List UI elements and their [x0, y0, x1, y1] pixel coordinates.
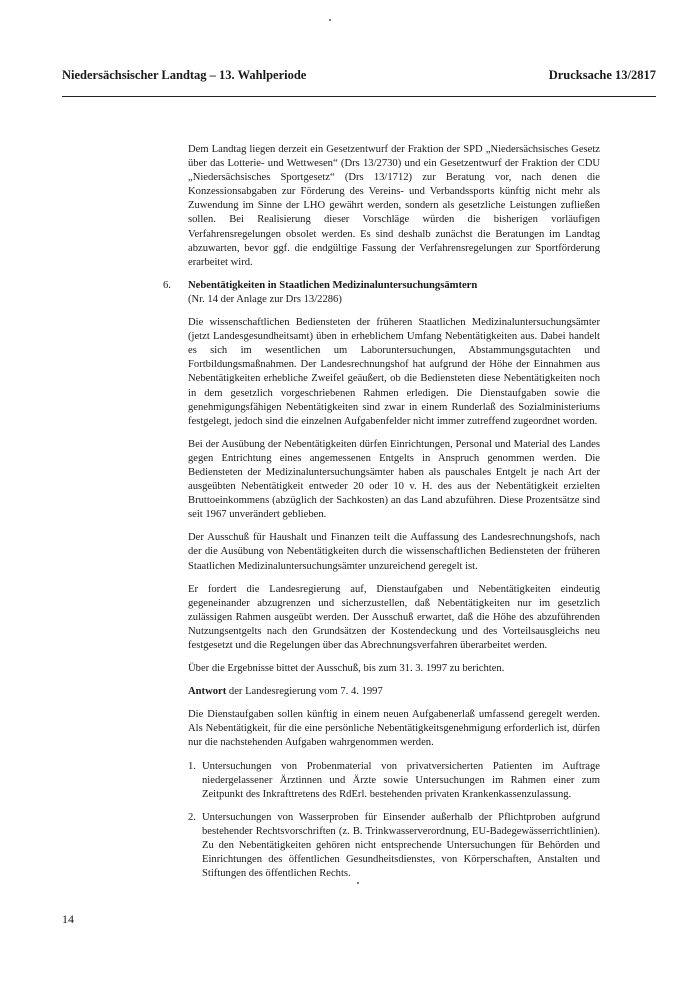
list-text: Untersuchungen von Wasserproben für Einsender außerhalb der Pflichtproben aufgrund bestehender Rechtsvorschriften (z. B. Trinkwasserverordnung, EU-Badegewässerrichtlinien). Zu den Nebentätigkeiten gehören nicht entsprechende Untersuchungen für Behörden und Einrichtungen des öffentlichen Gesundheitsdienstes, von Körperschaften, Anstalten und Stiftungen des öffentlichen Rechts.	[202, 811, 600, 880]
paragraph: Der Ausschuß für Haushalt und Finanzen teilt die Auffassung des Landesrechnungshofs, nach der die Ausübung von Nebentätigkeiten durch die wissenschaftlichen Bediensteten der früheren Staatlichen Medizinaluntersuchungsämter unzureichend geregelt ist.	[188, 532, 600, 572]
header-divider	[62, 96, 656, 97]
list-text: Untersuchungen von Probenmaterial von privatversicherten Patienten im Auftrage niedergelassener Ärztinnen und Ärzte sowie Untersuchungen im Rahmen einer zum Zeitpunkt des Inkrafttretens des RdErl. bestehenden privaten Krankenkassenzulassung.	[202, 760, 600, 800]
paragraph: Die wissenschaftlichen Bediensteten der früheren Staatlichen Medizinaluntersuchungsämter (jetzt Landesgesundheitsamt) üben in erheblichem Umfang Nebentätigkeiten aus. Dabei handelt es sich im wesentlichen um Laboruntersuchungen, Abstammungsgutachten und Fortbildungsmaßnahmen. Der Landesrechnungshof hat aufgrund der Höhe der Einnahmen aus Nebentätigkeiten erhebliche Zweifel geäußert, ob die Bediensteten diese Nebentätigkeiten noch in dem gesetzlich vorgeschriebenen Rahmen erledigen. Die Dienstaufgaben sowie die genehmigungsfähigen Nebentätigkeiten sind zwar in einem Runderlaß des Sozialministeriums festgelegt, jedoch sind die einzelnen Aufgabenfelder nicht immer zutreffend zugeordnet worden.	[188, 317, 600, 427]
document-body	[163, 143, 600, 890]
paragraph: Bei der Ausübung der Nebentätigkeiten dürfen Einrichtungen, Personal und Material des Landes gegen Entrichtung eines angemessenen Entgelts in Anspruch genommen werden. Die Bediensteten der Medizinaluntersuchungsämter haben als pauschales Entgelt je nach Art der ausgeübten Nebentätigkeit entweder 20 oder 10 v. H. des aus der Nebentätigkeit erzielten Bruttoeinkommens (abzüglich der Sachkosten) an das Land abzuführen. Diese Prozentsätze sind seit 1967 unverändert geblieben.	[188, 438, 600, 521]
page-number: 14	[62, 912, 74, 926]
scan-speck	[329, 19, 331, 21]
list-item	[188, 811, 600, 881]
header-title: Niedersächsischer Landtag – 13. Wahlperiode	[62, 68, 307, 82]
page-header	[62, 68, 656, 98]
list-item	[188, 760, 600, 802]
section-number: 6.	[163, 279, 171, 291]
list-number: 1.	[188, 760, 196, 772]
list-number: 2.	[188, 811, 196, 823]
antwort-heading	[188, 685, 600, 699]
intro-paragraph: Dem Landtag liegen derzeit ein Gesetzentwurf der Fraktion der SPD „Niedersächsisches Gesetz über das Lotterie- und Wettwesen“ (Drs 13/2730) und ein Gesetzentwurf der Fraktion der CDU „Niedersächsisches Sportgesetz“ (Drs 13/1712) zur Beratung vor, nach denen die Konzessionsabgaben zur Förderung des Vereins- und Verbandssports künftig nicht mehr als Zuwendung im Sinne der LHO gewährt werden, sondern als gesetzliche Leistungen zufließen sollen. Bei Realisierung dieser Vorschläge würden die bisherigen vorläufigen Verfahrensregelungen obsolet werden. Es sind deshalb zunächst die Beratungen im Landtag abzuwarten, bevor ggf. die endgültige Fassung der Verfahrensregelungen zur Sportförderung erarbeitet wird.	[188, 144, 600, 268]
section-reference: (Nr. 14 der Anlage zur Drs 13/2286)	[188, 293, 342, 305]
paragraph: Er fordert die Landesregierung auf, Dienstaufgaben und Nebentätigkeiten eindeutig gegeneinander abzugrenzen und sicherzustellen, daß Nebentätigkeiten nur im gesetzlich zulässigen Rahmen ausgeübt werden. Der Ausschuß erwartet, daß die Höhe des abzuführenden Nutzungsentgelts nach den Grundsätzen der Kostendeckung und des Vorteilsausgleichs neu festgesetzt und die Regelungen über das Abrechnungsverfahren überarbeitet werden.	[188, 583, 600, 651]
antwort-paragraph: Die Dienstaufgaben sollen künftig in einem neuen Aufgabenerlaß umfassend geregelt werden. Als Nebentätigkeit, für die eine persönliche Nebentätigkeitsgenehmigung erforderlich ist, dürfen nur die nachstehenden Aufgaben wahrgenommen werden.	[188, 709, 600, 749]
paragraph: Über die Ergebnisse bittet der Ausschuß, bis zum 31. 3. 1997 zu berichten.	[188, 663, 505, 675]
section-heading	[163, 279, 600, 307]
document-number: Drucksache 13/2817	[548, 68, 656, 82]
antwort-label: Antwort	[188, 686, 227, 698]
section-title: Nebentätigkeiten in Staatlichen Medizinaluntersuchungsämtern	[188, 279, 478, 291]
antwort-date: der Landesregierung vom 7. 4. 1997	[226, 686, 383, 698]
scan-speck	[357, 882, 359, 884]
